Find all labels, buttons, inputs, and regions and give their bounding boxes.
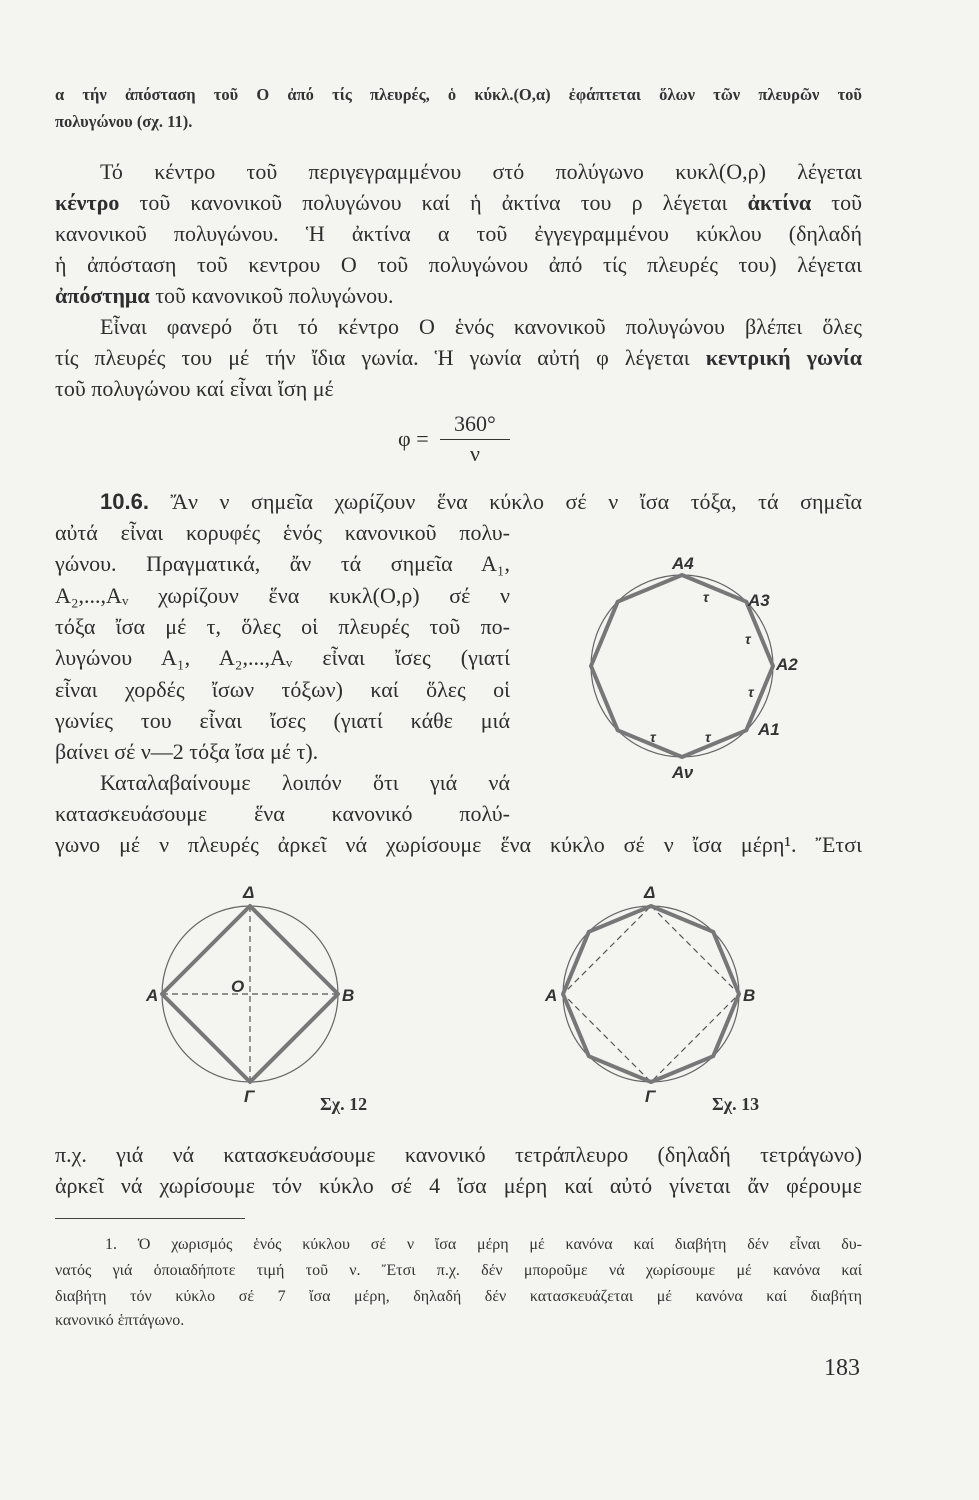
text: τοῦ κανονικοῦ πολυγώνου καί ἡ ἀκτίνα του ρ λέγεται [119,190,748,215]
footnote-line: νατός γιά ὁποιαδήποτε τιμή τοῦ ν. Ἔτσι π.χ. δέν μποροῦμε νά χωρίσουμε μέ κανόνα καί [55,1262,862,1279]
octagon [563,906,739,1082]
para3-line-1: π.χ. γιά νά κατασκευάσουμε κανονικό τετράπλευρο (δηλαδή τετράγωνο) [55,1142,862,1167]
formula-lhs: φ = [398,426,429,451]
arc-label: τ [748,684,754,700]
caption-fig-12: Σχ. 12 [320,1094,368,1114]
para1-line-1: Τό κέντρο τοῦ περιγεγραμμένου στό πολύγωνο κυκλ(Ο,ρ) λέγεται [100,159,862,184]
para1-line-3: κανονικοῦ πολυγώνου. Ἡ ἀκτίνα α τοῦ ἐγγεγραμμένου κύκλου (δηλαδή [55,221,862,246]
vertex-label-a1: Α1 [758,720,780,739]
caption-fig-13: Σχ. 13 [712,1094,760,1114]
bold-term: κεντρική γωνία [705,345,863,370]
section-line: Καταλαβαίνουμε λοιπόν ὅτι γιά νά [100,770,510,795]
vertex-label-an: Αν [672,763,694,782]
arc-label: τ [705,729,711,745]
figure-13 [544,883,759,1114]
text: τήν ἀπόσταση τοῦ Ο ἀπό τίς πλευρές, ὁ κύκλ.(Ο,α) ἐφάπτεται ὅλων τῶν πλευρῶν τοῦ [64,85,862,104]
vertex-label-a2: Α2 [776,655,798,674]
footnote-line: διαβήτη τόν κύκλο σέ 7 ἴσα μέρη, δηλαδή δέν κατασκευάζεται μέ κανόνα καί διαβήτη [55,1288,862,1305]
label-o: Ο [231,977,245,996]
bold-term: κέντρο [55,190,120,215]
section-line: γωνίες του εἶναι ἴσες (γιατί κάθε μιά [55,708,510,733]
label-b: Β [342,986,355,1005]
section-number: 10.6. [100,489,149,514]
figure-regular-polygon [591,554,798,782]
text: τοῦ κανονικοῦ πολυγώνου. [149,283,394,308]
label-gamma: Γ [244,1087,255,1106]
arc-label: τ [745,631,751,647]
label-delta: Δ [243,883,255,902]
section-line: Α₂,...,Αᵥ χωρίζουν ἕνα κυκλ(Ο,ρ) σέ ν [55,583,510,608]
vertex-label-a3: Α3 [748,591,770,610]
formula-denominator: ν [470,441,480,466]
para1-line-4: ἡ ἀπόσταση τοῦ κεντρου Ο τοῦ πολυγώνου ἀπό τίς πλευρές του) λέγεται [55,252,862,277]
section-line: γωνο μέ ν πλευρές ἀρκεῖ νά χωρίσουμε ἕνα κύκλο σέ ν ἴσα μέρη¹. Ἔτσι [55,832,862,857]
bold-term: α [55,85,65,104]
footnote-line: 1. Ὁ χωρισμός ἑνός κύκλου σέ ν ἴσα μέρη μέ κανόνα καί διαβήτη δέν εἶναι δυ- [105,1236,862,1253]
section-line: κατασκευάσουμε ἕνα κανονικό πολύ- [55,801,510,826]
formula-numerator: 360° [454,411,496,436]
label-a: Α [545,986,558,1005]
footnote-line: κανονικό ἑπτάγωνο. [55,1312,185,1329]
label-delta: Δ [644,883,656,902]
section-line: λυγώνου Α₁, Α₂,...,Αᵥ εἶναι ἴσες (γιατί [55,645,510,670]
figure-12 [145,883,367,1114]
text: Ἄν ν σημεῖα χωρίζουν ἕνα κύκλο σέ ν ἴσα τόξα, τά σημεῖα [148,489,862,514]
bold-term: ἀπόστημα [55,283,150,308]
section-line: τόξα ἴσα μέ τ, ὅλες οἱ πλευρές τοῦ πο- [55,614,510,639]
para3-line-2: ἀρκεῖ νά χωρίσουμε τόν κύκλο σέ 4 ἴσα μέρη καί αὐτό γίνεται ἄν φέρουμε [55,1173,862,1198]
polygon [591,575,773,757]
label-b: Β [743,986,756,1005]
bold-term: ἀκτίνα [747,190,812,215]
page-number: 183 [824,1355,860,1381]
text: τίς πλευρές του μέ τήν ἴδια γωνία. Ἡ γωνία αὐτή φ λέγεται [55,345,706,370]
label-gamma: Γ [645,1087,656,1106]
circle [162,906,338,1082]
section-line: γώνου. Πραγματικά, ἄν τά σημεῖα Α₁, [55,551,510,576]
footnote-rule [55,1218,245,1219]
para2-line-3: τοῦ πολυγώνου καί εἶναι ἴση μέ [55,376,334,401]
label-a: Α [146,986,159,1005]
section-line: εἶναι χορδές ἴσων τόξων) καί ὅλες οἱ [55,677,510,702]
vertex-label-a4: Α4 [672,554,694,573]
arc-label: τ [703,589,709,605]
section-line: βαίνει σέ ν—2 τόξα ἴσα μέ τ). [55,739,319,764]
intro-line-2: πολυγώνου (σχ. 11). [55,112,193,131]
arc-label: τ [650,729,656,745]
square [162,906,338,1082]
para2-line-1: Εἶναι φανερό ὅτι τό κέντρο Ο ἑνός κανονικοῦ πολυγώνου βλέπει ὅλες [100,314,862,339]
text: τοῦ [811,190,863,215]
section-line: αὐτά εἶναι κορυφές ἑνός κανονικοῦ πολυ- [55,520,510,545]
